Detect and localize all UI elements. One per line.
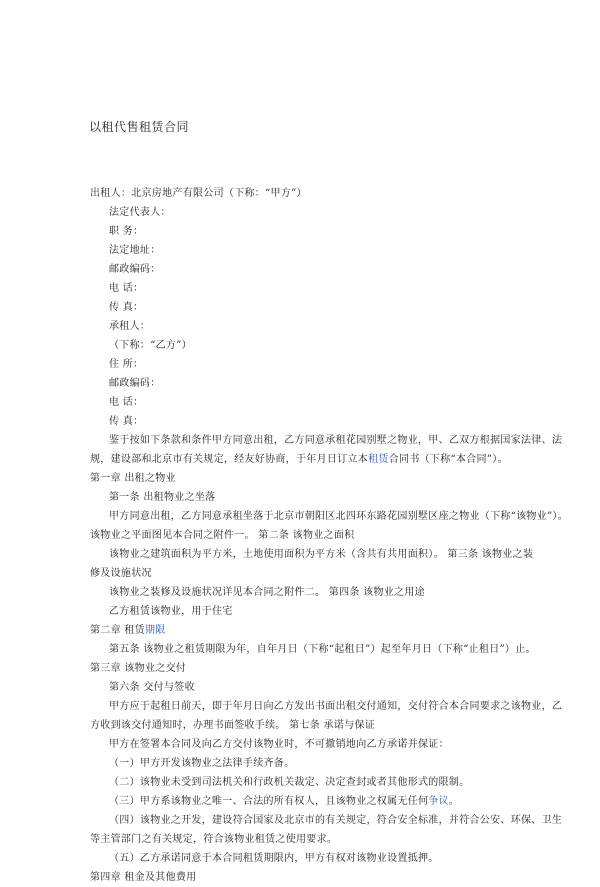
article-5-text: 第五条 该物业之租赁期限为年，自年月日（下称“起租日”）起至年月日（下称“止租日”）止。 [109,644,536,655]
article-7-text: 甲方在签署本合同及向乙方交付该物业时，不可撤销地向乙方承诺并保证： [109,739,449,750]
phone-line: 电 话： [109,283,144,294]
article-2-text-1: 该物业之建筑面积为平方米，土地使用面积为平方米（含共有共用面积）。 第三条 该物业之装 [109,549,534,560]
postcode2-line: 邮政编码： [109,378,161,389]
preamble-line-2 [90,450,520,469]
article-6-heading: 第六条 交付与签收 [109,682,195,693]
fax-line: 传 真： [109,302,144,313]
article-3-text: 该物业之装修及设施状况详见本合同之附件二。 第四条 该物业之用途 [109,587,425,598]
preamble-line-1: 鉴于按如下条款和条件甲方同意出租，乙方同意承租花园别墅之物业，甲、乙双方根据国家法律、法 [109,435,563,446]
legal-rep-line: 法定代表人： [109,207,171,218]
guarantee-item-4-line-1: （四）该物业之开发，建设符合国家及北京市的有关规定，符合安全标准，并符合公安、环保、卫生 [109,815,563,826]
contract-body [90,184,569,887]
term-link[interactable]: 期限 [144,625,166,636]
address-line: 住 所： [109,359,144,370]
guarantee-item-2: （二）该物业未受到司法机关和行政机关裁定、决定查封或者其他形式的限制。 [109,777,470,788]
legal-address-line: 法定地址： [109,245,161,256]
preamble-text: 规，建设部和北京市有关规定，经友好协商，于年月日订立本 [90,454,369,465]
article-4-text: 乙方租赁该物业，用于住宅 [109,606,233,617]
guarantee-item-4-line-2: 等主管部门之有关规定，符合该物业租赁之使用要求。 [90,834,338,845]
article-6-text-2: 方收到该交付通知时，办理书面签收手续。 第七条 承诺与保证 [90,720,376,731]
guarantee-item-3-text: （三）甲方系该物业之唯一、合法的所有权人，且该物业之权属无任何 [109,796,429,807]
postcode-line: 邮政编码： [109,264,161,275]
article-6-text-1: 甲方应于起租日前天，即于年月日向乙方发出书面出租交付通知，交付符合本合同要求之该物业，乙 [109,701,563,712]
chapter-3-heading: 第三章 该物业之交付 [90,663,187,674]
article-2-text-2: 修及设施状况 [90,568,152,579]
dispute-link[interactable]: 争议 [428,796,449,807]
lessee-line: 承租人： [109,321,151,332]
chapter-4-heading: 第四章 租金及其他费用 [90,872,197,883]
guarantee-item-3-end: 。 [448,796,460,807]
article-1-heading: 第一条 出租物业之坐落 [109,492,216,503]
article-1-text-2: 该物业之平面图见本合同之附件一。 第二条 该物业之面积 [90,530,355,541]
chapter-2-heading [90,621,520,640]
chapter-1-heading: 第一章 出租之物业 [90,473,176,484]
guarantee-item-1: （一）甲方开发该物业之法律手续齐备。 [109,758,295,769]
chapter-2-heading-text: 第二章 租赁 [90,625,145,636]
position-line: 职 务： [109,226,144,237]
fax2-line: 传 真： [109,416,144,427]
guarantee-item-3 [90,792,520,811]
document-title: 以租代售租赁合同 [89,120,190,134]
guarantee-item-5: （五）乙方承诺同意于本合同租赁期限内，甲方有权对该物业设置抵押。 [109,853,439,864]
article-1-text-1: 甲方同意出租，乙方同意承租坐落于北京市朝阳区北四环东路花园别墅区座之物业（下称“该物业”）。 [109,511,569,522]
preamble-text-end: 合同书（下称“本合同”）。 [388,454,508,465]
lessor-line: 出租人：北京房地产有限公司（下称：“甲方”） [90,188,307,199]
lease-link[interactable]: 租赁 [368,454,389,465]
phone2-line: 电 话： [109,397,144,408]
lessee-alias-line: （下称：“乙方”） [109,340,192,351]
